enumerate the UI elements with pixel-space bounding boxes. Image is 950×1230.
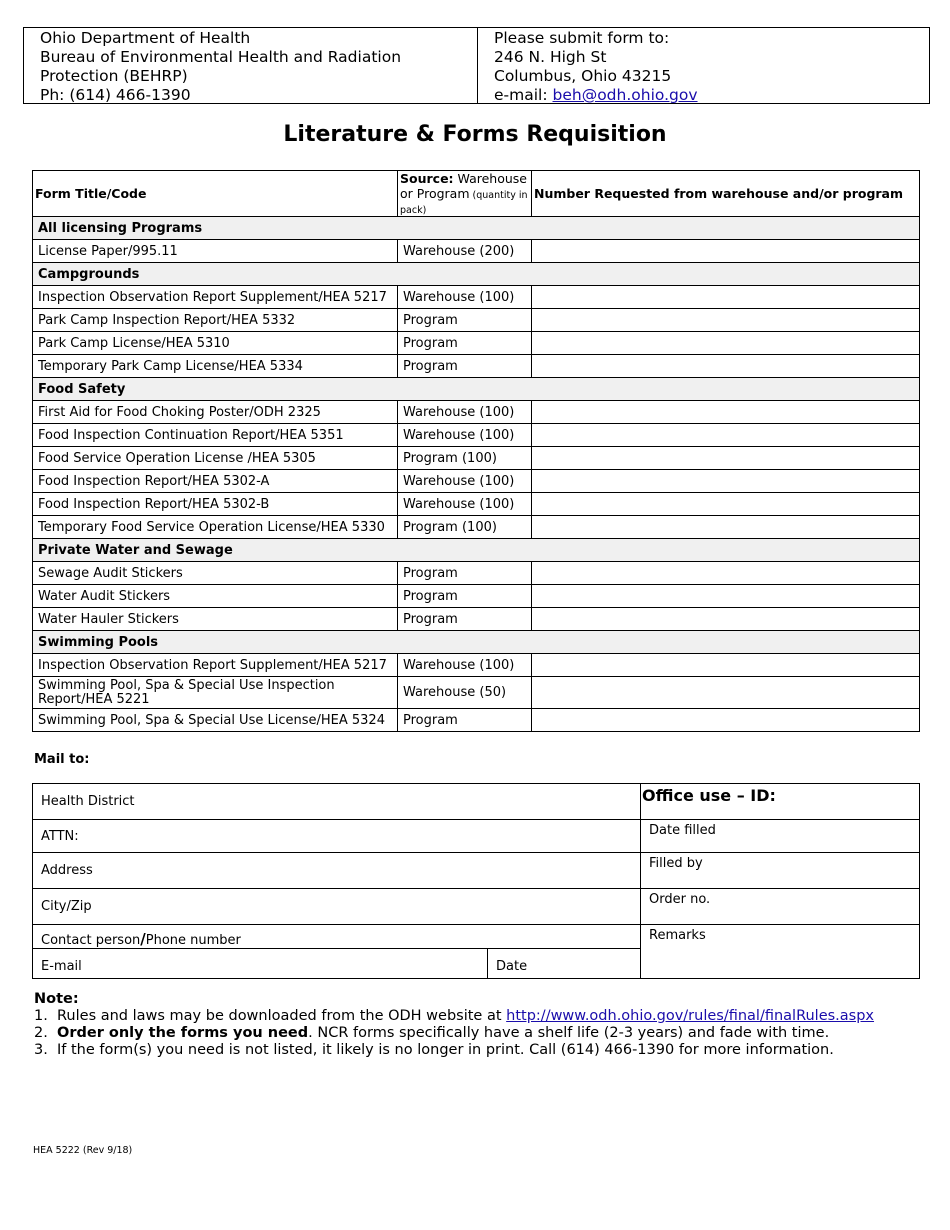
form-title-cell: Water Audit Stickers (33, 585, 398, 608)
quantity-input-cell[interactable] (532, 424, 920, 447)
section-row (33, 263, 920, 286)
form-title-cell: Food Inspection Report/HEA 5302-A (33, 470, 398, 493)
table-row (33, 355, 920, 378)
source-cell: Program (398, 585, 532, 608)
table-row (33, 585, 920, 608)
quantity-input-cell[interactable] (532, 562, 920, 585)
quantity-input-cell[interactable] (532, 240, 920, 263)
table-row (33, 677, 920, 709)
source-cell: Program (100) (398, 516, 532, 539)
notes-heading: Note: (34, 991, 79, 1007)
quantity-input-cell[interactable] (532, 493, 920, 516)
office-use-heading: Office use – ID: (641, 784, 920, 820)
remarks-field[interactable]: Remarks (641, 925, 920, 979)
page-title: Literature & Forms Requisition (283, 122, 667, 147)
mail-to-heading: Mail to: (34, 752, 90, 767)
agency-line: Protection (BEHRP) (40, 67, 188, 85)
section-title: Campgrounds (33, 263, 920, 286)
section-title: Swimming Pools (33, 631, 920, 654)
table-row (33, 332, 920, 355)
submit-line: Please submit form to: (494, 29, 670, 47)
form-title-cell: Food Inspection Continuation Report/HEA 5351 (33, 424, 398, 447)
source-cell: Program (100) (398, 447, 532, 470)
date-field[interactable]: Date (488, 949, 641, 979)
form-title-cell: Swimming Pool, Spa & Special Use License/HEA 5324 (33, 709, 398, 732)
table-row (33, 447, 920, 470)
table-header-row (33, 171, 920, 217)
col-number-requested: Number Requested from warehouse and/or program (532, 171, 920, 217)
table-row (33, 709, 920, 732)
agency-phone: Ph: (614) 466-1390 (40, 86, 191, 104)
quantity-input-cell[interactable] (532, 608, 920, 631)
table-row (33, 516, 920, 539)
quantity-input-cell[interactable] (532, 309, 920, 332)
quantity-input-cell[interactable] (532, 654, 920, 677)
mail-table (32, 783, 920, 979)
source-cell: Program (398, 332, 532, 355)
note-item: 1. Rules and laws may be downloaded from the ODH website at http://www.odh.ohio.gov/rules/final/finalRules.aspx (34, 1008, 875, 1024)
form-title-cell: Inspection Observation Report Supplement/HEA 5217 (33, 654, 398, 677)
table-row (33, 654, 920, 677)
city-zip-field[interactable]: City/Zip (33, 889, 641, 925)
email-link[interactable]: beh@odh.ohio.gov (552, 86, 698, 104)
form-title-cell: Temporary Food Service Operation License/HEA 5330 (33, 516, 398, 539)
quantity-input-cell[interactable] (532, 677, 920, 709)
form-title-cell: Park Camp Inspection Report/HEA 5332 (33, 309, 398, 332)
source-cell: Warehouse (100) (398, 424, 532, 447)
table-row (33, 493, 920, 516)
form-title-cell: First Aid for Food Choking Poster/ODH 2325 (33, 401, 398, 424)
form-title-cell: Inspection Observation Report Supplement/HEA 5217 (33, 286, 398, 309)
form-title-cell: Food Inspection Report/HEA 5302-B (33, 493, 398, 516)
forms-table (32, 170, 920, 732)
source-cell: Warehouse (100) (398, 654, 532, 677)
health-district-field[interactable]: Health District (33, 784, 641, 820)
form-title-cell: Park Camp License/HEA 5310 (33, 332, 398, 355)
email-field[interactable]: E-mail (33, 949, 488, 979)
source-cell: Warehouse (100) (398, 470, 532, 493)
section-row (33, 217, 920, 240)
table-row (33, 470, 920, 493)
source-cell: Program (398, 355, 532, 378)
submit-line: Columbus, Ohio 43215 (494, 67, 672, 85)
submit-email-line (494, 86, 929, 105)
section-title: Private Water and Sewage (33, 539, 920, 562)
form-title-cell: License Paper/995.11 (33, 240, 398, 263)
table-row (33, 240, 920, 263)
quantity-input-cell[interactable] (532, 355, 920, 378)
agency-info (24, 28, 478, 103)
table-row (33, 424, 920, 447)
form-title-cell: Food Service Operation License /HEA 5305 (33, 447, 398, 470)
quantity-input-cell[interactable] (532, 447, 920, 470)
order-no-field[interactable]: Order no. (641, 889, 920, 925)
date-filled-field[interactable]: Date filled (641, 820, 920, 853)
table-row (33, 562, 920, 585)
section-row (33, 378, 920, 401)
quantity-input-cell[interactable] (532, 585, 920, 608)
note-item: 3. If the form(s) you need is not listed, it likely is no longer in print. Call (614) 466-1390 for more information. (34, 1042, 834, 1058)
quantity-input-cell[interactable] (532, 286, 920, 309)
source-cell: Program (398, 309, 532, 332)
agency-line: Bureau of Environmental Health and Radiation (40, 48, 402, 66)
form-title-cell: Temporary Park Camp License/HEA 5334 (33, 355, 398, 378)
email-label: e-mail: (494, 86, 553, 104)
form-title-cell: Sewage Audit Stickers (33, 562, 398, 585)
quantity-input-cell[interactable] (532, 401, 920, 424)
contact-phone-field[interactable]: Contact person/Phone number (33, 925, 641, 949)
section-title: Food Safety (33, 378, 920, 401)
source-cell: Warehouse (50) (398, 677, 532, 709)
source-cell: Program (398, 562, 532, 585)
form-title-cell: Water Hauler Stickers (33, 608, 398, 631)
table-row (33, 401, 920, 424)
agency-line: Ohio Department of Health (40, 29, 251, 47)
col-form-title: Form Title/Code (33, 171, 398, 217)
quantity-input-cell[interactable] (532, 516, 920, 539)
attn-field[interactable]: ATTN: (33, 820, 641, 853)
source-cell: Program (398, 608, 532, 631)
source-cell: Warehouse (100) (398, 286, 532, 309)
section-title: All licensing Programs (33, 217, 920, 240)
col-source: Source: Warehouse or Program (quantity in pack) (398, 171, 532, 217)
submit-info (478, 28, 929, 103)
quantity-input-cell[interactable] (532, 470, 920, 493)
notes-section (34, 991, 934, 1059)
source-cell: Warehouse (100) (398, 401, 532, 424)
table-row (33, 608, 920, 631)
quantity-input-cell[interactable] (532, 709, 920, 732)
source-cell: Warehouse (200) (398, 240, 532, 263)
submit-line: 246 N. High St (494, 48, 607, 66)
form-title-cell: Swimming Pool, Spa & Special Use Inspection Report/HEA 5221 (33, 677, 398, 709)
section-row (33, 631, 920, 654)
source-cell: Program (398, 709, 532, 732)
source-cell: Warehouse (100) (398, 493, 532, 516)
table-row (33, 309, 920, 332)
note-item: 2. Order only the forms you need. NCR forms specifically have a shelf life (2-3 years) and fade with time. (34, 1025, 830, 1041)
quantity-input-cell[interactable] (532, 332, 920, 355)
table-row (33, 286, 920, 309)
rules-link[interactable]: http://www.odh.ohio.gov/rules/final/finalRules.aspx (506, 1008, 875, 1024)
address-field[interactable]: Address (33, 853, 641, 889)
form-number-footer: HEA 5222 (Rev 9/18) (33, 1145, 133, 1156)
filled-by-field[interactable]: Filled by (641, 853, 920, 889)
section-row (33, 539, 920, 562)
header-box (23, 27, 930, 104)
